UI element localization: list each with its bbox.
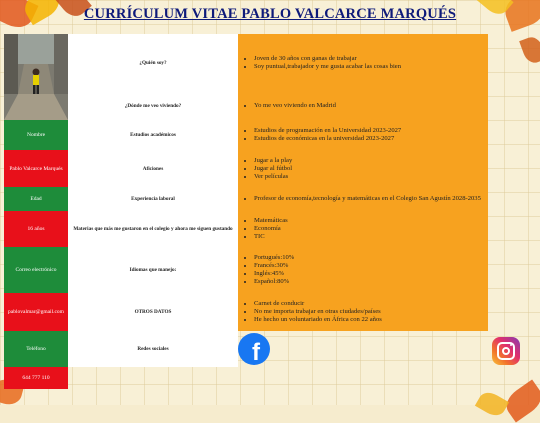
cv-table [4, 34, 488, 389]
left-cell-name-value: Pablo Valcarce Marqués [4, 150, 68, 187]
list-item: • Ver películas [254, 173, 486, 181]
row-content [238, 211, 488, 247]
row-label: Estudios académicos [68, 120, 238, 150]
left-cell-age-value: 16 años [4, 211, 68, 247]
cv-row-estudios [4, 120, 488, 150]
row-content [238, 92, 488, 120]
left-cell-correo: Correo electrónico [4, 247, 68, 293]
empty-cell [238, 367, 488, 389]
list-item: • Economía [254, 225, 486, 233]
row-label: Materias que más me gustaron en el colegio y ahora me siguen gustando [68, 211, 238, 247]
cv-row-experiencia [4, 187, 488, 211]
row-label: ¿Dónde me veo viviendo? [68, 92, 238, 120]
row-label: Experiencia laboral [68, 187, 238, 211]
instagram-dot [510, 344, 512, 346]
left-cell-phone-value: 644 777 110 [4, 367, 68, 389]
list-item: • Yo me veo viviendo en Madrid [254, 102, 486, 110]
list-item: • Español:80% [254, 278, 486, 286]
list-item: • Carnet de conducir [254, 300, 486, 308]
instagram-lens [502, 347, 510, 355]
cv-row-idiomas [4, 247, 488, 293]
cv-row-redes [4, 331, 488, 367]
list-item: • No me importa trabajar en otras ciudades/países [254, 308, 486, 316]
row-label: Redes sociales [68, 331, 238, 367]
list-item: • Estudios de programación en la Universidad 2023-2027 [254, 127, 486, 135]
row-label: Idiomas que manejo: [68, 247, 238, 293]
row-label: OTROS DATOS [68, 293, 238, 331]
list-item: • Estudios de económicas en la universidad 2023-2027 [254, 135, 486, 143]
list-item: • He hecho un voluntariado en África con 22 años [254, 316, 486, 324]
cv-row-otros-datos [4, 293, 488, 331]
row-content [238, 34, 488, 92]
list-item: • Francés:30% [254, 262, 486, 270]
list-item: • Portugués:10% [254, 254, 486, 262]
list-item: • Inglés:45% [254, 270, 486, 278]
list-item: • Matemáticas [254, 217, 486, 225]
list-item: • Jugar a la play [254, 157, 486, 165]
left-cell-telefono: Teléfono [4, 331, 68, 367]
instagram-icon[interactable] [492, 337, 520, 365]
list-item: • TIC [254, 233, 486, 241]
left-cell-email-value: pablovalmar@gmail.com [4, 293, 68, 331]
list-item: • Profesor de economía,tecnología y matemáticas en el Colegio San Agustín 2028-2035 [254, 195, 486, 203]
cv-row-aficiones [4, 150, 488, 187]
facebook-icon[interactable] [238, 333, 270, 365]
row-content [238, 187, 488, 211]
profile-photo-icon [4, 34, 68, 120]
row-content [238, 293, 488, 331]
list-item: • Soy puntual,trabajador y me gusta acabar las cosas bien [254, 63, 486, 71]
row-label: ¿Quién soy? [68, 34, 238, 92]
list-item: • Jugar al fútbol [254, 165, 486, 173]
row-label: Aficiones [68, 150, 238, 187]
row-content [238, 247, 488, 293]
cv-row-materias [4, 211, 488, 247]
list-item: • Joven de 30 años con ganas de trabajar [254, 55, 486, 63]
cv-row-telefono-value [4, 367, 488, 389]
cv-row-quien-soy [4, 34, 488, 92]
left-cell-nombre: Nombre [4, 120, 68, 150]
left-cell-edad: Edad [4, 187, 68, 211]
facebook-letter: f [252, 339, 260, 365]
page-title: CURRÍCULUM VITAE PABLO VALCARCE MARQUÉS [83, 6, 457, 22]
social-icons-cell [238, 331, 488, 367]
empty-cell [68, 367, 238, 389]
cv-row-donde-vivir [4, 92, 488, 120]
row-content [238, 120, 488, 150]
row-content [238, 150, 488, 187]
profile-photo [4, 34, 68, 120]
